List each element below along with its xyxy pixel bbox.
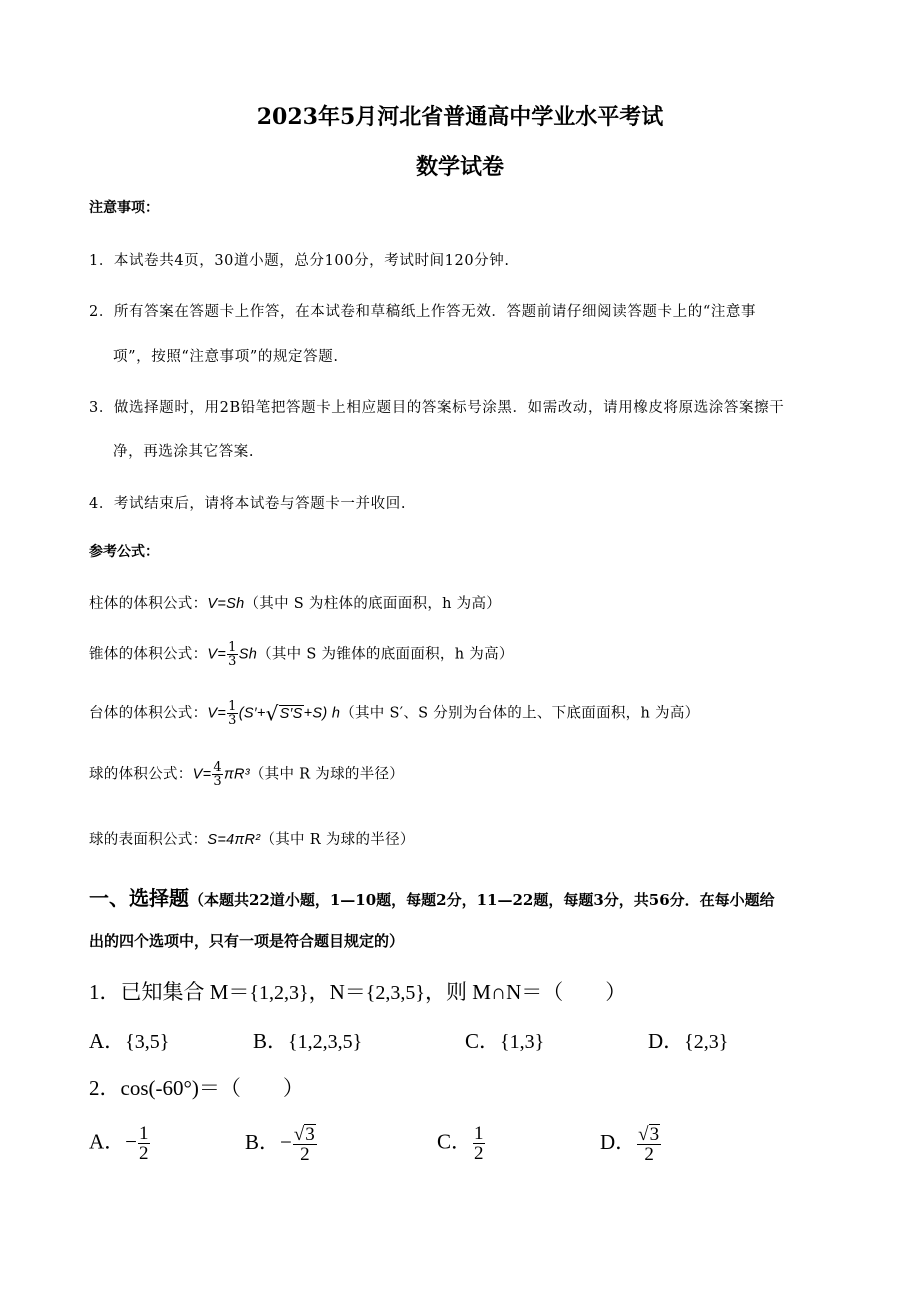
- notice-2-line-2: 项”，按照“注意事项”的规定答题.: [113, 349, 339, 365]
- sqrt-icon: √: [265, 701, 279, 726]
- formula-sphere-volume-rhs: πR³: [223, 766, 250, 783]
- option-label: D．: [600, 1129, 637, 1154]
- formula-frustum: [89, 700, 699, 727]
- formula-sphere-surface: [89, 828, 415, 849]
- section-1-title: 一、选择题: [89, 886, 189, 910]
- question-1-set-n: {2,3,5}: [365, 982, 425, 1004]
- question-2-option-c: [437, 1124, 486, 1163]
- fraction-numerator: 4: [213, 760, 222, 775]
- option-fraction: [637, 1124, 661, 1164]
- fraction-numerator: 1: [228, 640, 237, 655]
- option-sign: −: [280, 1129, 292, 1154]
- option-label: A．: [89, 1129, 126, 1154]
- fraction-denominator: 2: [300, 1144, 310, 1165]
- fraction-numerator: [293, 1124, 317, 1145]
- option-label: A．: [89, 1029, 126, 1053]
- fraction-numerator: 1: [139, 1123, 149, 1144]
- formula-heading: 参考公式：: [89, 544, 159, 560]
- formula-prism-expr: V=Sh: [207, 596, 245, 612]
- fraction-denominator: 2: [474, 1143, 484, 1164]
- fraction-numerator: [637, 1124, 661, 1145]
- formula-frustum-note: （其中 S′、S 分别为台体的上、下底面面积，h 为高）: [340, 705, 700, 722]
- option-sign: −: [125, 1129, 138, 1154]
- question-1-stem-b: ，N＝: [308, 980, 366, 1004]
- notice-heading: 注意事项：: [89, 200, 159, 216]
- sqrt-icon: √: [638, 1124, 649, 1145]
- question-1-stem-c: ，则 M∩N＝（ ）: [425, 980, 627, 1004]
- question-1-option-a: [89, 1025, 169, 1055]
- formula-prism-label: 柱体的体积公式：: [89, 596, 208, 612]
- notice-2-line-1: 2．所有答案在答题卡上作答，在本试卷和草稿纸上作答无效．答题前请仔细阅读答题卡上的“注意事: [89, 304, 757, 320]
- formula-frustum-label: 台体的体积公式：: [89, 705, 208, 722]
- option-label: D．: [648, 1029, 685, 1053]
- option-value: {1,3}: [500, 1031, 545, 1053]
- formula-sphere-surface-note: （其中 R 为球的半径）: [260, 832, 415, 848]
- fraction-numerator: 1: [228, 699, 237, 714]
- option-fraction: [293, 1124, 317, 1164]
- question-1-option-b: [253, 1025, 362, 1055]
- section-1-heading: [89, 882, 775, 911]
- formula-cone: [89, 641, 514, 668]
- option-label: C．: [437, 1129, 473, 1154]
- formula-sphere-volume-lhs: V=: [192, 766, 212, 783]
- radicand: 3: [649, 1124, 660, 1145]
- question-1-option-d: [648, 1025, 728, 1055]
- formula-cone-note: （其中 S 为锥体的底面面积，h 为高）: [257, 646, 514, 663]
- formula-frustum-part-a: (S′+: [238, 705, 266, 722]
- fraction-denominator: 2: [139, 1143, 149, 1164]
- formula-prism-note: （其中 S 为柱体的底面面积，h 为高）: [244, 596, 502, 612]
- formula-sphere-surface-label: 球的表面积公式：: [89, 832, 208, 848]
- question-1-option-c: [465, 1025, 544, 1055]
- question-2-stem: 2．cos(-60°)＝（ ）: [89, 1076, 304, 1100]
- exam-title: 2023年5月河北省普通高中学业水平考试: [256, 104, 664, 130]
- notice-1: 1．本试卷共4页，30道小题，总分100分，考试时间120分钟.: [89, 253, 510, 269]
- formula-frustum-root: S′S: [279, 705, 303, 722]
- fraction-numerator: 1: [474, 1123, 484, 1144]
- formula-cone-label: 锥体的体积公式：: [89, 646, 208, 663]
- radicand: 3: [305, 1124, 315, 1145]
- question-1-stem: [89, 976, 626, 1006]
- fraction-denominator: 2: [644, 1144, 654, 1165]
- option-value: {1,2,3,5}: [288, 1031, 363, 1053]
- notice-3-line-2: 净，再选涂其它答案.: [113, 444, 255, 460]
- sqrt-icon: √: [293, 1124, 305, 1145]
- formula-sphere-volume-label: 球的体积公式：: [89, 766, 193, 783]
- formula-sphere-volume-fraction: [212, 761, 223, 788]
- formula-frustum-fraction: [227, 700, 238, 727]
- option-value: {3,5}: [125, 1031, 170, 1053]
- question-2-option-d: [600, 1124, 662, 1164]
- section-1-note-line-2: 出的四个选项中，只有一项是符合题目规定的）: [89, 932, 405, 950]
- notice-4: 4．考试结束后，请将本试卷与答题卡一并收回.: [89, 496, 407, 512]
- formula-cone-rhs: Sh: [238, 646, 258, 663]
- fraction-denominator: 3: [228, 713, 237, 728]
- formula-sphere-volume: [89, 761, 404, 788]
- exam-subtitle: 数学试卷: [415, 154, 504, 180]
- formula-sphere-volume-note: （其中 R 为球的半径）: [249, 766, 405, 783]
- notice-3-line-1: 3．做选择题时，用2B铅笔把答题卡上相应题目的答案标号涂黑．如需改动，请用橡皮将原选涂答案擦干: [89, 400, 785, 416]
- fraction-denominator: 3: [228, 654, 237, 669]
- option-label: B．: [245, 1129, 281, 1154]
- formula-frustum-lhs: V=: [207, 705, 227, 722]
- formula-cone-fraction: [227, 641, 238, 668]
- formula-sphere-surface-expr: S=4πR²: [207, 832, 261, 848]
- formula-frustum-part-b: +S) h: [303, 705, 341, 722]
- option-label: C．: [465, 1029, 501, 1053]
- section-1-note-line-1: （本题共22道小题，1—10题，每题2分，11—22题，每题3分，共56分．在每小题给: [189, 891, 775, 909]
- formula-cone-lhs: V=: [207, 646, 227, 663]
- question-1-stem-a: 1．已知集合 M＝: [89, 980, 250, 1004]
- option-value: {2,3}: [684, 1031, 729, 1053]
- fraction-denominator: 3: [213, 774, 222, 789]
- option-label: B．: [253, 1029, 289, 1053]
- question-1-set-m: {1,2,3}: [249, 982, 309, 1004]
- question-2-option-b: [245, 1124, 318, 1164]
- question-2-option-a: [89, 1124, 151, 1163]
- formula-prism: [89, 592, 501, 613]
- option-fraction: [138, 1124, 150, 1163]
- option-fraction: [473, 1124, 485, 1163]
